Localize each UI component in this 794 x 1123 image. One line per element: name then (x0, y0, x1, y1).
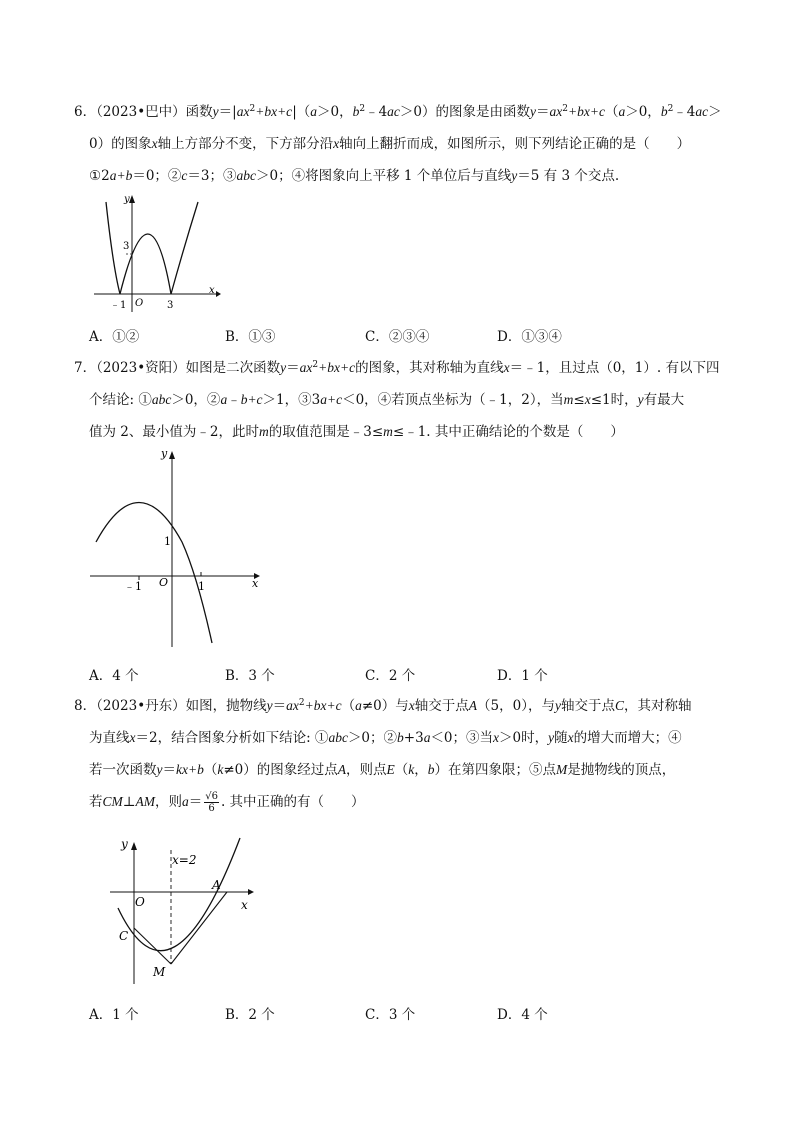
question-source: （2023•丹东） (96, 698, 186, 714)
choice-b[interactable]: B．2 个 (225, 1007, 275, 1023)
y-axis-arrow (169, 451, 175, 459)
choice-a[interactable]: A．①② (89, 329, 140, 345)
choice-a[interactable]: A．4 个 (89, 668, 139, 684)
question-6-line-2: 0）的图象x轴上方部分不变，下方部分沿x轴向上翻折而成，如图所示，则下列结论正确的是（ ） (89, 136, 691, 152)
question-7-line-1: 7．（2023•资阳）如图是二次函数$y=ax^2+bx+c$的图象，其对称轴为直线x＝﹣1，且过点（0，1）. 有以下四 (74, 360, 720, 376)
question-number: 7． (74, 360, 97, 376)
y-axis-label: y (124, 194, 130, 205)
question-8 (74, 690, 734, 818)
question-7-graph (90, 445, 270, 650)
x-tick-3: 3 (167, 300, 174, 311)
choice-c[interactable]: C．2 个 (365, 668, 416, 684)
point-c-label: C (119, 929, 129, 943)
question-6-line-3: ①2a+b＝0；②c＝3；③abc＞0；④将图象向上平移 1 个单位后与直线y＝5 有 3 个交点. (89, 168, 620, 184)
x-axis-label: x (252, 577, 259, 590)
choice-c[interactable]: C．②③④ (365, 329, 430, 345)
segment-cm (134, 928, 171, 964)
question-7-line-3: 值为 2、最小值为﹣2，此时m的取值范围是﹣3≤m≤﹣1. 其中正确结论的个数是（ ） (89, 424, 624, 440)
x-tick-1: 1 (198, 580, 205, 593)
question-6-line-1: 6．（2023•巴中）函数$y=|ax^2+bx+c|(a>0$，$b^2﹣4ac>0$）的图象是由函数$y=ax^2+bx+c(a>0$，$b^2﹣4ac>$ (74, 104, 722, 120)
question-8-line-3: 若一次函数y＝kx+b（k≠0）的图象经过点A，则点E（k，b）在第四象限；⑤点M是抛物线的顶点， (89, 762, 676, 778)
x-axis-arrow (248, 889, 254, 895)
question-source: （2023•巴中） (96, 104, 186, 120)
choice-d[interactable]: D．①③④ (497, 329, 562, 345)
fraction-sqrt6-over-6: $\frac{√6}{6}$ (205, 791, 218, 814)
choice-b[interactable]: B．①③ (225, 329, 276, 345)
y-axis-label: y (121, 837, 128, 851)
y-axis-label: y (161, 447, 168, 460)
choice-b[interactable]: B．3 个 (225, 668, 275, 684)
question-6-graph (90, 192, 230, 317)
question-6 (74, 96, 734, 192)
point-a-label: A (212, 878, 221, 892)
parabola-curve (96, 503, 212, 644)
choice-c[interactable]: C．3 个 (365, 1007, 416, 1023)
segment-am (171, 892, 227, 964)
x-axis-label: x (241, 898, 248, 912)
x-axis-arrow (216, 291, 221, 297)
question-8-line-4: 若CM⊥AM，则a＝ $\frac{√6}{6}$ . 其中正确的有（ ） (89, 791, 365, 814)
origin-label: O (135, 298, 144, 309)
x-tick-neg1: ﹣1 (110, 300, 127, 311)
choice-a[interactable]: A．1 个 (89, 1007, 139, 1023)
symmetry-axis-label: x=2 (172, 853, 197, 867)
y-tick-3: 3 (123, 241, 130, 252)
question-8-line-1: 8．（2023•丹东）如图，抛物线$y=ax^2+bx+c(a\ne 0)$与x轴交于点A（5，0），与y轴交于点C，其对称轴 (74, 698, 692, 714)
question-8-graph (110, 832, 270, 990)
question-7 (74, 352, 734, 448)
question-number: 6． (74, 104, 97, 120)
question-7-line-2: 个结论: ①abc＞0，②a﹣b+c＞1，③3a+c＜0，④若顶点坐标为（﹣1，2），当m≤x≤1时，y有最大 (89, 392, 685, 408)
choice-d[interactable]: D．1 个 (497, 668, 548, 684)
y-tick-1: 1 (164, 535, 171, 548)
x-axis-label: x (209, 285, 215, 296)
question-source: （2023•资阳） (96, 360, 186, 376)
origin-label: O (159, 576, 169, 589)
point-m-label: M (153, 965, 166, 979)
question-8-line-2: 为直线x＝2，结合图象分析如下结论: ①abc＞0；②b+3a＜0；③当x＞0时，y随x的增大而增大；④ (89, 730, 682, 746)
origin-label: O (135, 895, 145, 909)
y-axis-arrow (129, 195, 135, 203)
question-number: 8． (74, 698, 97, 714)
abs-parabola-curve (106, 202, 198, 294)
y-axis-arrow (131, 842, 137, 850)
x-tick-neg1: ﹣1 (124, 580, 142, 593)
choice-d[interactable]: D．4 个 (497, 1007, 548, 1023)
